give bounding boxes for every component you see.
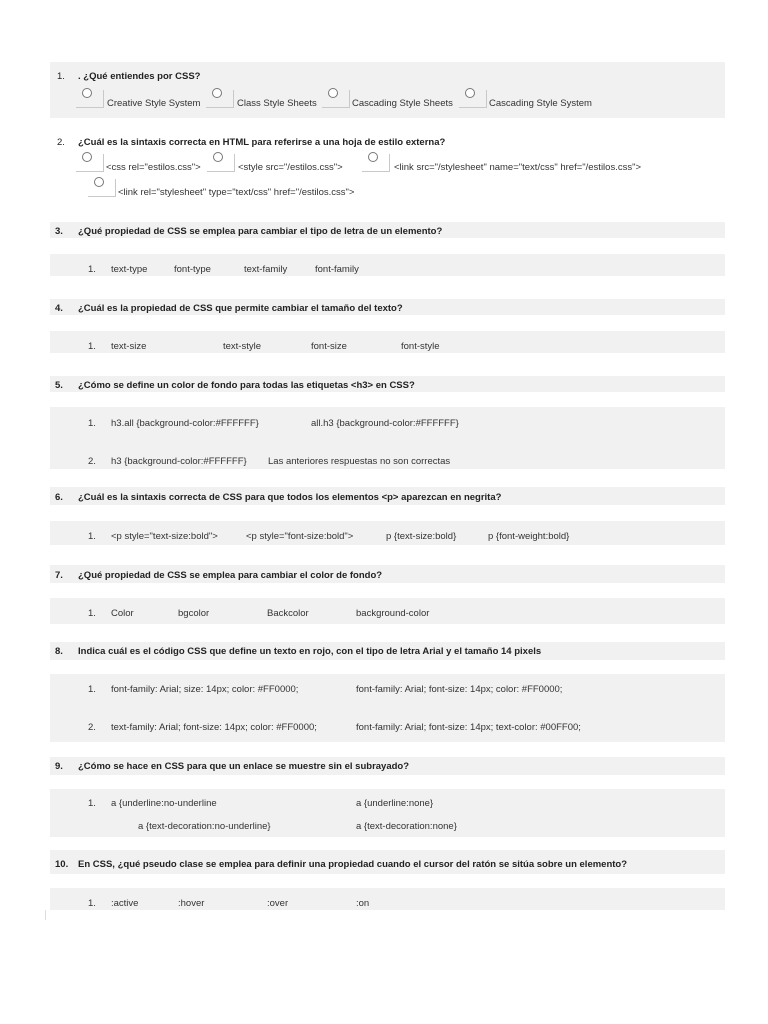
question-10-options-band bbox=[50, 888, 725, 910]
q7-option-3[interactable]: Backcolor bbox=[267, 608, 309, 619]
q10-list-number: 1. bbox=[88, 898, 96, 909]
q1-option-2-radio[interactable] bbox=[206, 90, 234, 108]
q8-option-1[interactable]: font-family: Arial; size: 14px; color: #FF0000; bbox=[111, 684, 299, 695]
question-3-number: 3. bbox=[55, 226, 63, 237]
q7-list-number: 1. bbox=[88, 608, 96, 619]
q5-list-number-2: 2. bbox=[88, 456, 96, 467]
q2-option-3-radio[interactable] bbox=[362, 154, 390, 172]
question-3-text: ¿Qué propiedad de CSS se emplea para cambiar el tipo de letra de un elemento? bbox=[78, 226, 443, 237]
q4-option-3[interactable]: font-size bbox=[311, 341, 347, 352]
q5-option-2[interactable]: all.h3 {background-color:#FFFFFF} bbox=[311, 418, 459, 429]
q3-option-3[interactable]: text-family bbox=[244, 264, 288, 275]
question-6-number: 6. bbox=[55, 492, 63, 503]
q2-option-4-label: <link rel="stylesheet" type="text/css" href="/estilos.css"> bbox=[118, 187, 355, 198]
q9-option-4[interactable]: a {text-decoration:none} bbox=[356, 821, 457, 832]
q6-list-number: 1. bbox=[88, 531, 96, 542]
q4-option-1[interactable]: text-size bbox=[111, 341, 147, 352]
margin-tick-mark bbox=[45, 910, 46, 920]
radio-circle-icon[interactable] bbox=[368, 152, 378, 162]
radio-circle-icon[interactable] bbox=[213, 152, 223, 162]
q4-option-4[interactable]: font-style bbox=[401, 341, 440, 352]
q9-option-2[interactable]: a {underline:none} bbox=[356, 798, 434, 809]
radio-circle-icon[interactable] bbox=[82, 152, 92, 162]
q9-list-number: 1. bbox=[88, 798, 96, 809]
radio-circle-icon[interactable] bbox=[328, 88, 338, 98]
q8-list-number-1: 1. bbox=[88, 684, 96, 695]
question-10-text: En CSS, ¿qué pseudo clase se emplea para definir una propiedad cuando el cursor del ratón se sitúa sobre un elemento? bbox=[78, 859, 628, 870]
radio-circle-icon[interactable] bbox=[212, 88, 222, 98]
q9-option-3[interactable]: a {text-decoration:no-underline} bbox=[138, 821, 271, 832]
question-1-number: 1. bbox=[57, 71, 65, 82]
question-10-number: 10. bbox=[55, 859, 69, 870]
q1-option-3-radio[interactable] bbox=[322, 90, 350, 108]
question-4-text: ¿Cuál es la propiedad de CSS que permite cambiar el tamaño del texto? bbox=[78, 303, 403, 314]
q3-option-4[interactable]: font-family bbox=[315, 264, 359, 275]
q6-option-2[interactable]: <p style="font-size:bold"> bbox=[246, 531, 354, 542]
q3-list-number: 1. bbox=[88, 264, 96, 275]
question-2-number: 2. bbox=[57, 137, 65, 148]
q6-option-1[interactable]: <p style="text-size:bold"> bbox=[111, 531, 218, 542]
question-7-number: 7. bbox=[55, 570, 63, 581]
question-7-text: ¿Qué propiedad de CSS se emplea para cambiar el color de fondo? bbox=[78, 570, 383, 581]
q8-option-4[interactable]: font-family: Arial; font-size: 14px; text-color: #00FF00; bbox=[356, 722, 581, 733]
q1-option-2-label: Class Style Sheets bbox=[237, 98, 317, 109]
q5-option-1[interactable]: h3.all {background-color:#FFFFFF} bbox=[111, 418, 259, 429]
q6-option-3[interactable]: p {text-size:bold} bbox=[386, 531, 457, 542]
question-2-text: ¿Cuál es la sintaxis correcta en HTML para referirse a una hoja de estilo externa? bbox=[78, 137, 446, 148]
q1-option-1-radio[interactable] bbox=[76, 90, 104, 108]
question-1-text: . ¿Qué entiendes por CSS? bbox=[78, 71, 201, 82]
q10-option-2[interactable]: :hover bbox=[178, 898, 205, 909]
q10-option-4[interactable]: :on bbox=[356, 898, 370, 909]
question-9-text: ¿Cómo se hace en CSS para que un enlace se muestre sin el subrayado? bbox=[78, 761, 410, 772]
question-5-text: ¿Cómo se define un color de fondo para todas las etiquetas <h3> en CSS? bbox=[78, 380, 415, 391]
q5-option-3[interactable]: h3 {background-color:#FFFFFF} bbox=[111, 456, 247, 467]
question-3-options-band bbox=[50, 254, 725, 276]
q4-option-2[interactable]: text-style bbox=[223, 341, 262, 352]
q7-option-4[interactable]: background-color bbox=[356, 608, 430, 619]
radio-circle-icon[interactable] bbox=[465, 88, 475, 98]
q5-list-number-1: 1. bbox=[88, 418, 96, 429]
q6-option-4[interactable]: p {font-weight:bold} bbox=[488, 531, 570, 542]
q3-option-2[interactable]: font-type bbox=[174, 264, 211, 275]
question-5-number: 5. bbox=[55, 380, 63, 391]
q2-option-4-radio[interactable] bbox=[88, 179, 116, 197]
q2-option-1-radio[interactable] bbox=[76, 154, 104, 172]
q2-option-1-label: <css rel="estilos.css"> bbox=[106, 162, 201, 173]
q10-option-1[interactable]: :active bbox=[111, 898, 139, 909]
question-9-number: 9. bbox=[55, 761, 63, 772]
radio-circle-icon[interactable] bbox=[94, 177, 104, 187]
radio-circle-icon[interactable] bbox=[82, 88, 92, 98]
question-6-text: ¿Cuál es la sintaxis correcta de CSS para que todos los elementos <p> aparezcan en negrita? bbox=[78, 492, 502, 503]
q7-option-1[interactable]: Color bbox=[111, 608, 134, 619]
q3-option-1[interactable]: text-type bbox=[111, 264, 148, 275]
q1-option-3-label: Cascading Style Sheets bbox=[352, 98, 453, 109]
q8-list-number-2: 2. bbox=[88, 722, 96, 733]
question-4-number: 4. bbox=[55, 303, 63, 314]
q1-option-1-label: Creative Style System bbox=[107, 98, 201, 109]
q4-list-number: 1. bbox=[88, 341, 96, 352]
question-8-number: 8. bbox=[55, 646, 63, 657]
q1-option-4-label: Cascading Style System bbox=[489, 98, 592, 109]
q8-option-3[interactable]: text-family: Arial; font-size: 14px; color: #FF0000; bbox=[111, 722, 317, 733]
q5-option-4[interactable]: Las anteriores respuestas no son correctas bbox=[268, 456, 451, 467]
q1-option-4-radio[interactable] bbox=[459, 90, 487, 108]
q2-option-2-label: <style src="/estilos.css"> bbox=[238, 162, 343, 173]
q8-option-2[interactable]: font-family: Arial; font-size: 14px; color: #FF0000; bbox=[356, 684, 563, 695]
q7-option-2[interactable]: bgcolor bbox=[178, 608, 210, 619]
q2-option-2-radio[interactable] bbox=[207, 154, 235, 172]
q9-option-1[interactable]: a {underline:no-underline bbox=[111, 798, 217, 809]
q2-option-3-label: <link src="/stylesheet" name="text/css" href="/estilos.css"> bbox=[394, 162, 642, 173]
question-8-text: Indica cuál es el código CSS que define un texto en rojo, con el tipo de letra Arial y el tamaño 14 pixels bbox=[78, 646, 542, 657]
q10-option-3[interactable]: :over bbox=[267, 898, 289, 909]
question-4-options-band bbox=[50, 331, 725, 353]
